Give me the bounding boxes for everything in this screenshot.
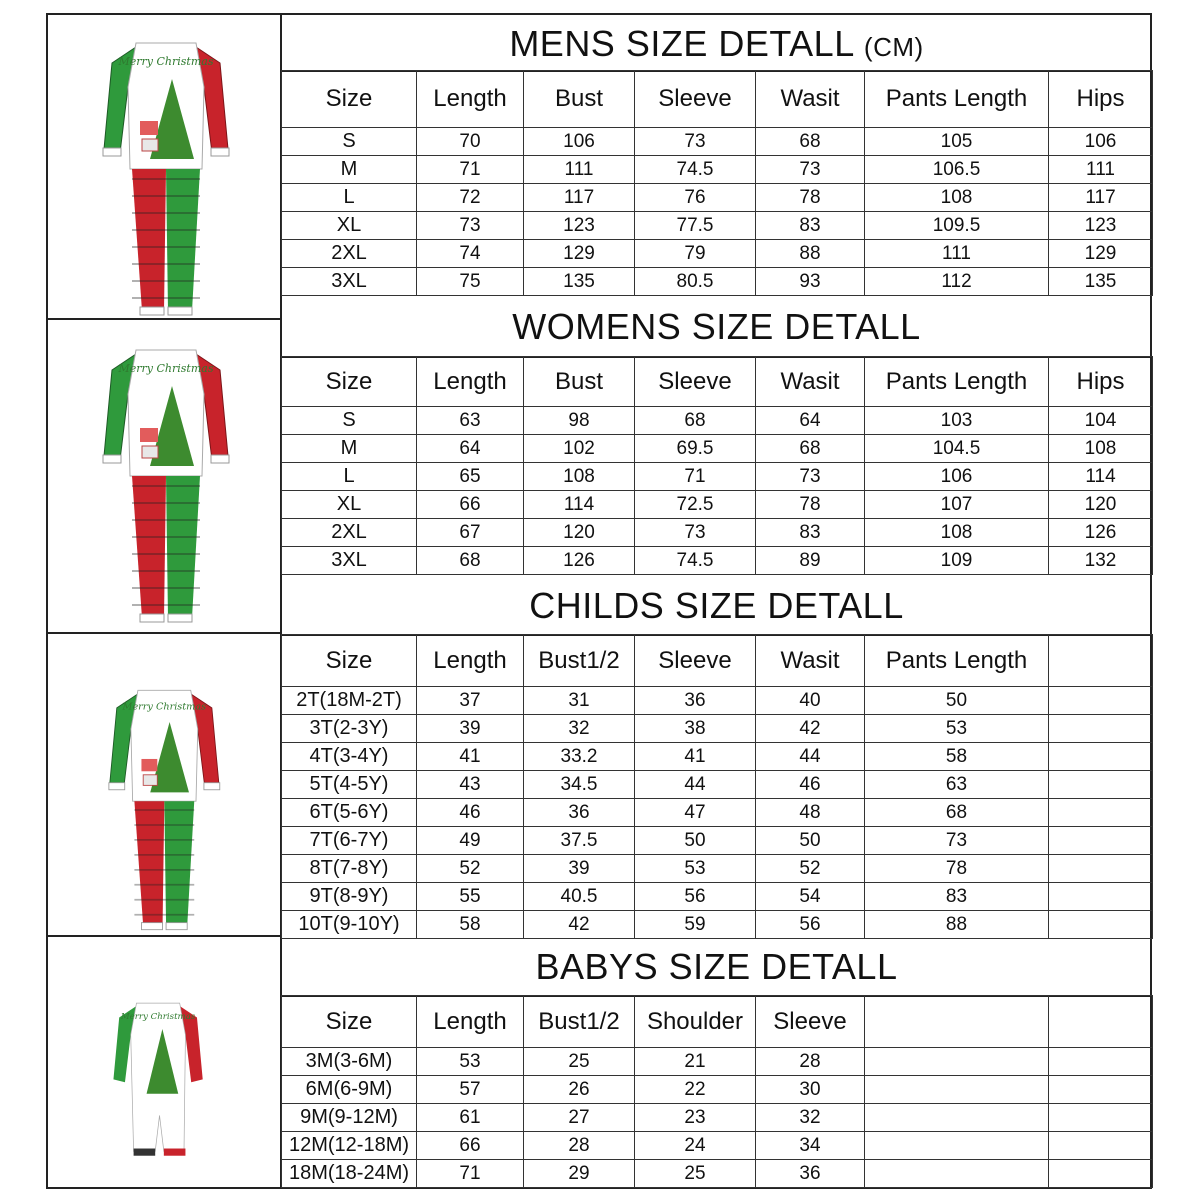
table-cell: 46: [756, 771, 865, 799]
table-cell: 83: [865, 883, 1049, 911]
table-cell: 70: [417, 128, 524, 156]
table-cell: [1049, 883, 1153, 911]
babys-header-cell: Sleeve: [756, 996, 865, 1048]
table-cell: 68: [756, 435, 865, 463]
table-cell: 68: [865, 799, 1049, 827]
womens-header-cell: Pants Length: [865, 357, 1049, 407]
table-cell: 26: [524, 1076, 635, 1104]
table-row: [282, 743, 1153, 771]
table-cell: 83: [756, 212, 865, 240]
size-label-cell: 10T(9-10Y): [282, 911, 417, 939]
table-cell: 68: [756, 128, 865, 156]
table-row: [282, 547, 1153, 575]
table-cell: 129: [1049, 240, 1153, 268]
table-cell: 108: [1049, 435, 1153, 463]
table-row: [282, 463, 1153, 491]
size-label-cell: 3XL: [282, 547, 417, 575]
size-label-cell: XL: [282, 491, 417, 519]
table-cell: 43: [417, 771, 524, 799]
babys-header-row: [282, 996, 1153, 1048]
table-cell: 37.5: [524, 827, 635, 855]
size-label-cell: 3XL: [282, 268, 417, 296]
table-cell: 27: [524, 1104, 635, 1132]
table-cell: 54: [756, 883, 865, 911]
table-cell: 129: [524, 240, 635, 268]
size-label-cell: 12M(12-18M): [282, 1132, 417, 1160]
table-cell: 71: [417, 156, 524, 184]
babys-size-table: [281, 995, 1153, 1188]
size-label-cell: 6T(5-6Y): [282, 799, 417, 827]
womens-title: WOMENS SIZE DETALL: [281, 296, 1152, 358]
babys-header-cell: Length: [417, 996, 524, 1048]
table-cell: 36: [635, 687, 756, 715]
svg-text:Merry Christmas: Merry Christmas: [120, 1011, 196, 1022]
table-cell: 73: [756, 463, 865, 491]
table-cell: 104.5: [865, 435, 1049, 463]
table-cell: 63: [865, 771, 1049, 799]
table-row: [282, 212, 1153, 240]
babys-header-cell: [1049, 996, 1153, 1048]
childs-header-cell: Bust1/2: [524, 635, 635, 687]
table-cell: 34.5: [524, 771, 635, 799]
table-cell: [1049, 771, 1153, 799]
table-cell: 106.5: [865, 156, 1049, 184]
table-cell: 28: [756, 1048, 865, 1076]
svg-text:Merry Christmas: Merry Christmas: [118, 362, 214, 375]
table-cell: 73: [635, 519, 756, 547]
table-cell: [1049, 827, 1153, 855]
table-cell: 39: [524, 855, 635, 883]
childs-pajama-icon: [48, 634, 280, 935]
babys-header-cell: [865, 996, 1049, 1048]
table-cell: 74.5: [635, 547, 756, 575]
table-cell: 71: [417, 1160, 524, 1188]
table-cell: 74.5: [635, 156, 756, 184]
table-cell: 111: [524, 156, 635, 184]
table-cell: [1049, 687, 1153, 715]
table-cell: 111: [865, 240, 1049, 268]
table-cell: 88: [865, 911, 1049, 939]
table-cell: 49: [417, 827, 524, 855]
mens-title-text: MENS SIZE DETALL: [509, 23, 854, 64]
childs-header-cell: Sleeve: [635, 635, 756, 687]
table-cell: 109: [865, 547, 1049, 575]
table-cell: 106: [1049, 128, 1153, 156]
table-cell: 64: [756, 407, 865, 435]
table-cell: 88: [756, 240, 865, 268]
table-cell: 39: [417, 715, 524, 743]
table-cell: 61: [417, 1104, 524, 1132]
table-cell: 38: [635, 715, 756, 743]
table-cell: 64: [417, 435, 524, 463]
childs-header-cell: [1049, 635, 1153, 687]
table-cell: [1049, 1048, 1153, 1076]
womens-header-row: [282, 357, 1153, 407]
mens-pajama-icon: [48, 15, 280, 318]
table-cell: 56: [756, 911, 865, 939]
table-row: [282, 435, 1153, 463]
table-cell: 79: [635, 240, 756, 268]
size-label-cell: 9T(8-9Y): [282, 883, 417, 911]
table-cell: 53: [865, 715, 1049, 743]
table-cell: 132: [1049, 547, 1153, 575]
table-cell: 114: [1049, 463, 1153, 491]
svg-text:Merry Christmas: Merry Christmas: [118, 55, 214, 68]
table-cell: 102: [524, 435, 635, 463]
table-cell: 36: [524, 799, 635, 827]
size-label-cell: L: [282, 463, 417, 491]
table-cell: 104: [1049, 407, 1153, 435]
size-label-cell: S: [282, 407, 417, 435]
childs-header-cell: Pants Length: [865, 635, 1049, 687]
table-cell: 24: [635, 1132, 756, 1160]
size-label-cell: 3M(3-6M): [282, 1048, 417, 1076]
table-cell: [1049, 799, 1153, 827]
table-cell: 41: [635, 743, 756, 771]
table-cell: 29: [524, 1160, 635, 1188]
childs-title: CHILDS SIZE DETALL: [281, 575, 1152, 636]
table-cell: 77.5: [635, 212, 756, 240]
table-row: [282, 911, 1153, 939]
table-cell: 65: [417, 463, 524, 491]
size-label-cell: 3T(2-3Y): [282, 715, 417, 743]
womens-header-cell: Bust: [524, 357, 635, 407]
table-row: [282, 1104, 1153, 1132]
childs-header-cell: Length: [417, 635, 524, 687]
table-cell: 30: [756, 1076, 865, 1104]
mens-header-cell: Size: [282, 71, 417, 128]
table-cell: 53: [417, 1048, 524, 1076]
table-cell: 68: [635, 407, 756, 435]
table-cell: 68: [417, 547, 524, 575]
table-cell: 40: [756, 687, 865, 715]
table-cell: 123: [524, 212, 635, 240]
table-cell: 108: [865, 184, 1049, 212]
table-cell: 41: [417, 743, 524, 771]
table-cell: 73: [865, 827, 1049, 855]
table-cell: 117: [1049, 184, 1153, 212]
table-cell: [1049, 743, 1153, 771]
table-cell: 66: [417, 1132, 524, 1160]
childs-header-cell: Wasit: [756, 635, 865, 687]
table-cell: 21: [635, 1048, 756, 1076]
size-label-cell: 9M(9-12M): [282, 1104, 417, 1132]
table-cell: 93: [756, 268, 865, 296]
table-row: [282, 1076, 1153, 1104]
table-cell: 78: [756, 184, 865, 212]
babys-header-cell: Bust1/2: [524, 996, 635, 1048]
table-row: [282, 799, 1153, 827]
table-cell: 73: [635, 128, 756, 156]
mens-header-cell: Pants Length: [865, 71, 1049, 128]
size-label-cell: L: [282, 184, 417, 212]
table-cell: 57: [417, 1076, 524, 1104]
size-label-cell: 2T(18M-2T): [282, 687, 417, 715]
table-cell: 120: [524, 519, 635, 547]
size-label-cell: M: [282, 156, 417, 184]
table-cell: 75: [417, 268, 524, 296]
table-row: [282, 128, 1153, 156]
babys-header-cell: Shoulder: [635, 996, 756, 1048]
table-cell: 25: [635, 1160, 756, 1188]
size-label-cell: 2XL: [282, 519, 417, 547]
table-cell: [1049, 715, 1153, 743]
table-cell: 80.5: [635, 268, 756, 296]
table-cell: 135: [1049, 268, 1153, 296]
table-cell: 53: [635, 855, 756, 883]
table-cell: 106: [865, 463, 1049, 491]
table-cell: 42: [524, 911, 635, 939]
womens-header-cell: Hips: [1049, 357, 1153, 407]
table-cell: 55: [417, 883, 524, 911]
table-cell: 52: [417, 855, 524, 883]
table-cell: 114: [524, 491, 635, 519]
table-cell: 111: [1049, 156, 1153, 184]
womens-pajama-icon: [48, 320, 280, 632]
table-cell: 71: [635, 463, 756, 491]
mens-header-cell: Hips: [1049, 71, 1153, 128]
size-label-cell: 18M(18-24M): [282, 1160, 417, 1188]
table-cell: 48: [756, 799, 865, 827]
size-label-cell: 4T(3-4Y): [282, 743, 417, 771]
babys-title: BABYS SIZE DETALL: [281, 936, 1152, 997]
table-row: [282, 268, 1153, 296]
table-cell: 69.5: [635, 435, 756, 463]
size-label-cell: 5T(4-5Y): [282, 771, 417, 799]
table-cell: [1049, 855, 1153, 883]
table-cell: 32: [756, 1104, 865, 1132]
table-cell: [1049, 1132, 1153, 1160]
table-cell: 50: [756, 827, 865, 855]
mens-unit: (CM): [863, 32, 924, 62]
table-cell: [865, 1048, 1049, 1076]
childs-header-row: [282, 635, 1153, 687]
table-cell: 44: [756, 743, 865, 771]
size-label-cell: XL: [282, 212, 417, 240]
table-cell: 117: [524, 184, 635, 212]
table-row: [282, 855, 1153, 883]
table-cell: 34: [756, 1132, 865, 1160]
mens-header-row: [282, 71, 1153, 128]
table-row: [282, 407, 1153, 435]
mens-title: [281, 15, 1152, 72]
size-label-cell: 8T(7-8Y): [282, 855, 417, 883]
table-cell: 52: [756, 855, 865, 883]
table-cell: 107: [865, 491, 1049, 519]
table-cell: 50: [635, 827, 756, 855]
womens-size-table: [281, 356, 1153, 575]
table-row: [282, 1160, 1153, 1188]
womens-header-cell: Size: [282, 357, 417, 407]
womens-header-cell: Length: [417, 357, 524, 407]
table-cell: 28: [524, 1132, 635, 1160]
table-cell: 105: [865, 128, 1049, 156]
childs-header-cell: Size: [282, 635, 417, 687]
table-cell: 58: [417, 911, 524, 939]
table-cell: 109.5: [865, 212, 1049, 240]
table-cell: 103: [865, 407, 1049, 435]
table-cell: 135: [524, 268, 635, 296]
table-row: [282, 1048, 1153, 1076]
table-cell: 23: [635, 1104, 756, 1132]
table-row: [282, 184, 1153, 212]
table-cell: 78: [756, 491, 865, 519]
size-label-cell: S: [282, 128, 417, 156]
table-row: [282, 883, 1153, 911]
table-cell: 112: [865, 268, 1049, 296]
mens-size-table: [281, 70, 1153, 296]
mens-header-cell: Sleeve: [635, 71, 756, 128]
table-cell: 50: [865, 687, 1049, 715]
table-row: [282, 240, 1153, 268]
babys-header-cell: Size: [282, 996, 417, 1048]
table-cell: 37: [417, 687, 524, 715]
womens-header-cell: Sleeve: [635, 357, 756, 407]
table-row: [282, 715, 1153, 743]
table-row: [282, 1132, 1153, 1160]
table-cell: 47: [635, 799, 756, 827]
table-cell: 126: [524, 547, 635, 575]
womens-pajama-image: [46, 318, 282, 634]
table-cell: [865, 1132, 1049, 1160]
table-cell: 108: [524, 463, 635, 491]
table-row: [282, 771, 1153, 799]
size-label-cell: 6M(6-9M): [282, 1076, 417, 1104]
table-cell: 25: [524, 1048, 635, 1076]
table-cell: 120: [1049, 491, 1153, 519]
table-cell: [1049, 1104, 1153, 1132]
table-cell: 22: [635, 1076, 756, 1104]
table-cell: 36: [756, 1160, 865, 1188]
table-cell: 76: [635, 184, 756, 212]
childs-pajama-image: [46, 632, 282, 937]
womens-header-cell: Wasit: [756, 357, 865, 407]
table-cell: [1049, 1160, 1153, 1188]
table-cell: 46: [417, 799, 524, 827]
table-cell: 31: [524, 687, 635, 715]
mens-header-cell: Wasit: [756, 71, 865, 128]
table-cell: 83: [756, 519, 865, 547]
table-cell: 123: [1049, 212, 1153, 240]
table-cell: 40.5: [524, 883, 635, 911]
table-cell: 66: [417, 491, 524, 519]
size-label-cell: 7T(6-7Y): [282, 827, 417, 855]
table-cell: 42: [756, 715, 865, 743]
size-label-cell: M: [282, 435, 417, 463]
table-cell: 73: [417, 212, 524, 240]
table-cell: 108: [865, 519, 1049, 547]
table-cell: 89: [756, 547, 865, 575]
table-cell: 58: [865, 743, 1049, 771]
mens-header-cell: Bust: [524, 71, 635, 128]
table-cell: 72.5: [635, 491, 756, 519]
table-row: [282, 491, 1153, 519]
table-cell: 72: [417, 184, 524, 212]
childs-size-table: [281, 634, 1153, 939]
size-label-cell: 2XL: [282, 240, 417, 268]
babys-romper-image: [46, 935, 282, 1189]
table-cell: 67: [417, 519, 524, 547]
table-cell: 59: [635, 911, 756, 939]
table-cell: 98: [524, 407, 635, 435]
table-row: [282, 687, 1153, 715]
table-cell: 73: [756, 156, 865, 184]
table-cell: [1049, 911, 1153, 939]
table-cell: 126: [1049, 519, 1153, 547]
table-cell: 74: [417, 240, 524, 268]
table-cell: 106: [524, 128, 635, 156]
table-cell: 32: [524, 715, 635, 743]
mens-header-cell: Length: [417, 71, 524, 128]
table-cell: 63: [417, 407, 524, 435]
table-cell: 78: [865, 855, 1049, 883]
table-cell: 44: [635, 771, 756, 799]
table-cell: 33.2: [524, 743, 635, 771]
table-cell: [1049, 1076, 1153, 1104]
table-row: [282, 827, 1153, 855]
table-cell: [865, 1076, 1049, 1104]
table-row: [282, 519, 1153, 547]
babys-romper-icon: [48, 937, 280, 1187]
svg-text:Merry Christmas: Merry Christmas: [122, 701, 207, 713]
table-cell: [865, 1160, 1049, 1188]
table-row: [282, 156, 1153, 184]
table-cell: [865, 1104, 1049, 1132]
mens-pajama-image: [46, 13, 282, 320]
table-cell: 56: [635, 883, 756, 911]
